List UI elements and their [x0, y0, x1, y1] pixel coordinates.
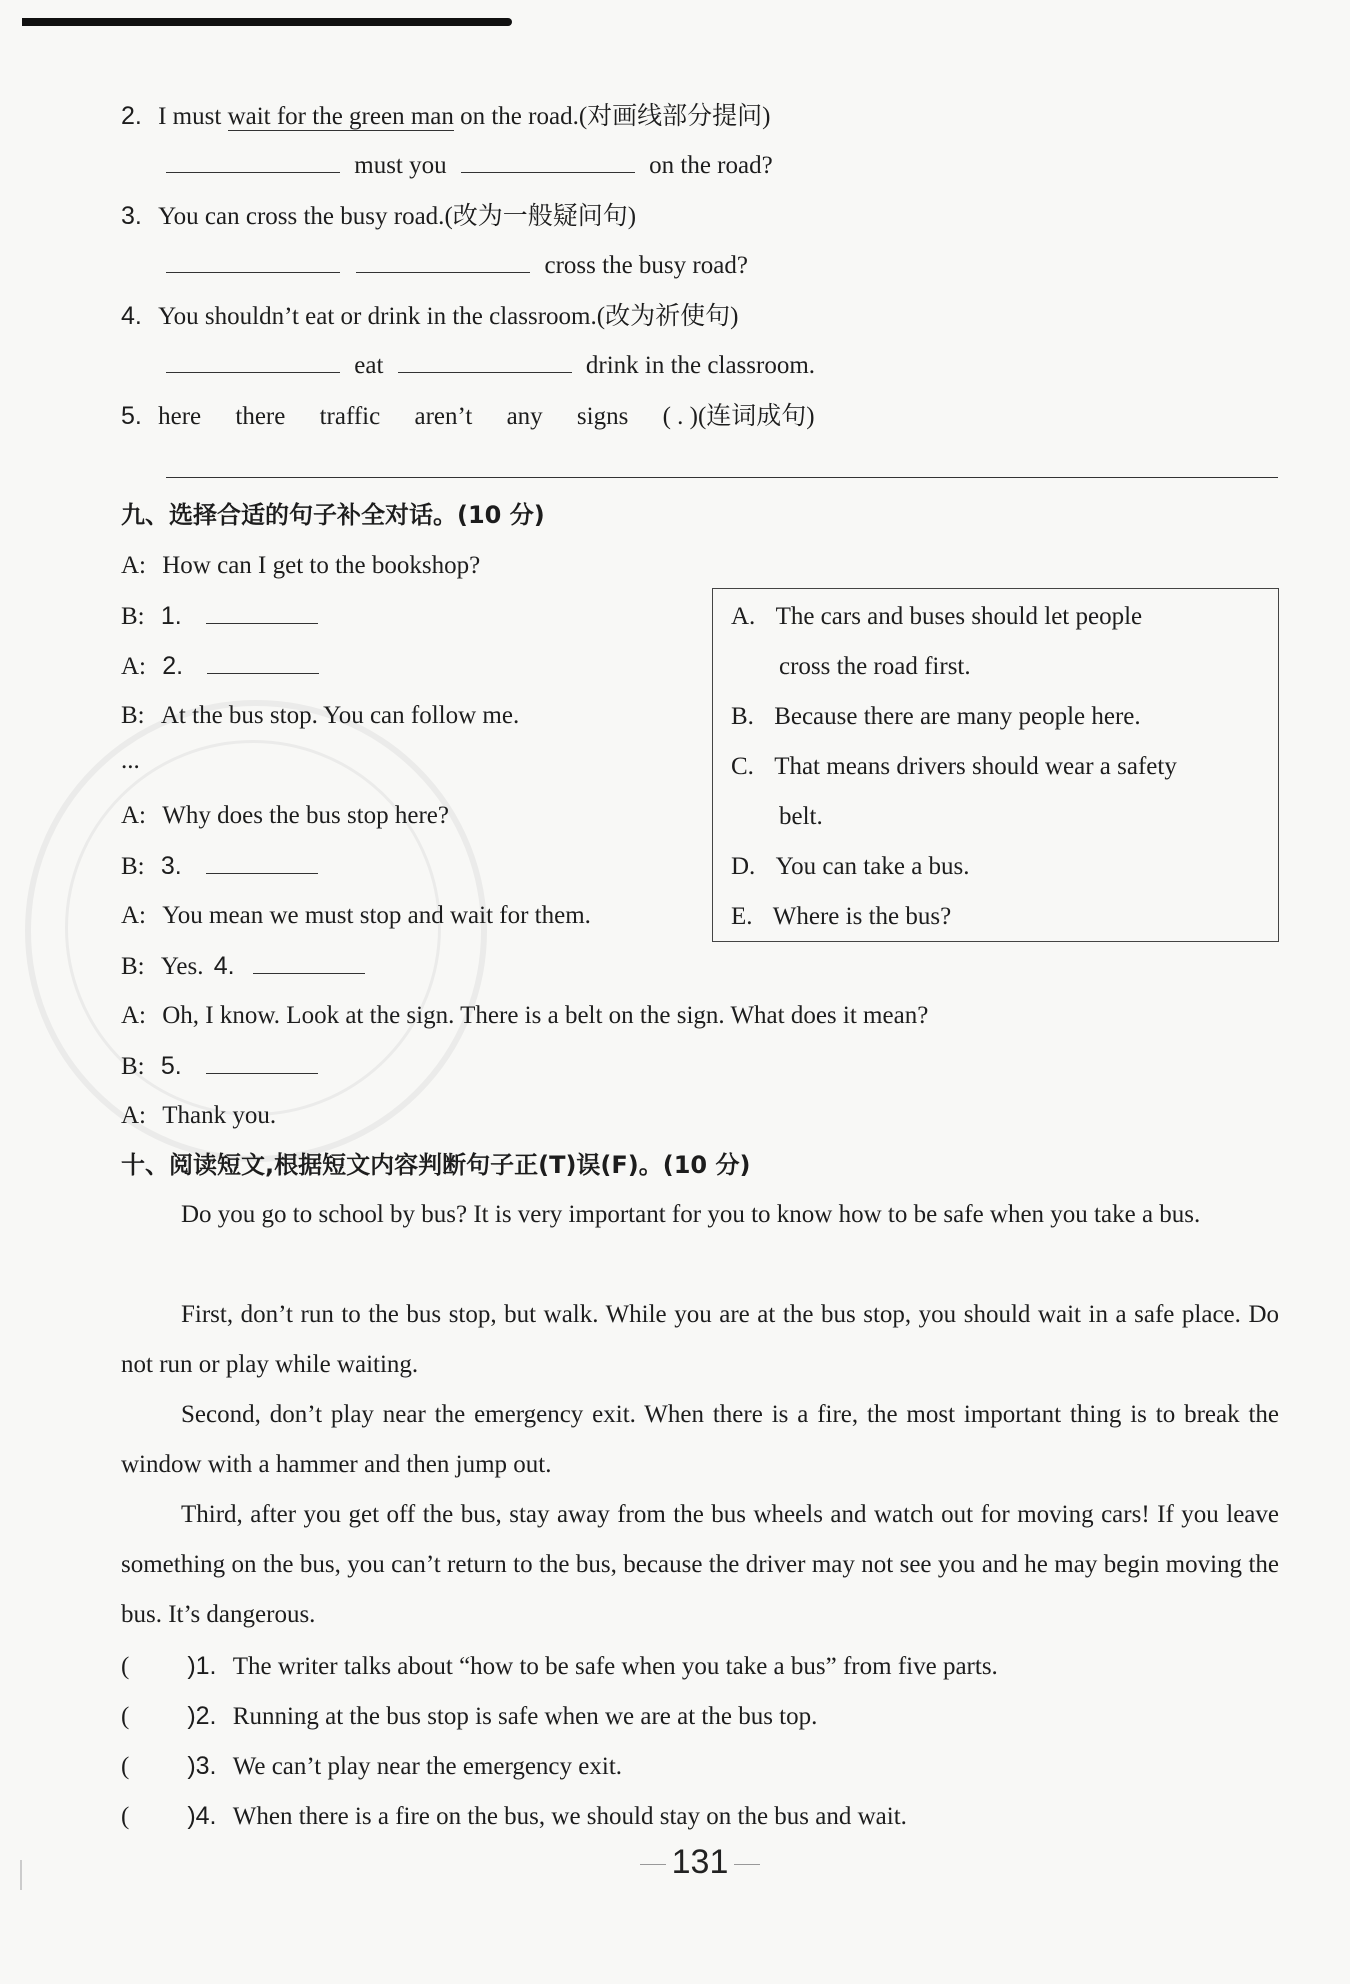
question-text: When there is a fire on the bus, we should stay on the bus and wait.: [232, 1803, 907, 1830]
speaker-label: A:: [121, 653, 146, 680]
q2-answer-mid: must you: [354, 152, 447, 179]
answer-blank[interactable]: [253, 951, 365, 974]
option-label: B.: [731, 703, 754, 730]
dialogue-line: [121, 550, 480, 582]
q3-number: 3.: [121, 202, 142, 230]
passage-paragraph-2: First, don’t run to the bus stop, but walk. While you are at the bus stop, you should wait in a safe place. Do not run or play while waiting.: [121, 1301, 1279, 1378]
answer-blank[interactable]: [166, 250, 340, 273]
question-number: )3.: [187, 1752, 217, 1780]
passage-paragraph-1: Do you go to school by bus? It is very important for you to know how to be safe when you take a bus.: [181, 1201, 1201, 1228]
q5-word: traffic: [319, 403, 381, 430]
option-text: Because there are many people here.: [774, 703, 1141, 730]
q2-underlined-phrase: wait for the green man: [227, 103, 454, 130]
speaker-label: B:: [121, 702, 145, 729]
speaker-label: A:: [121, 802, 146, 829]
dialogue-line: [121, 600, 318, 633]
q2-text-post: on the road.: [453, 103, 579, 130]
page-number-dash-left: [640, 1864, 666, 1865]
q5-answer-line[interactable]: [166, 477, 1278, 478]
option-e: [731, 901, 951, 933]
q5-sentence: [121, 400, 815, 433]
question-text: The writer talks about “how to be safe when you take a bus” from five parts.: [232, 1653, 998, 1680]
q4-answer-end: drink in the classroom.: [585, 352, 816, 379]
blank-number: 3.: [160, 852, 182, 880]
option-text: That means drivers should wear a safety: [774, 753, 1177, 780]
dialogue-line: [121, 1000, 928, 1032]
tf-question-4: [121, 1800, 907, 1833]
speaker-label: A:: [121, 1102, 146, 1129]
dialogue-line: [121, 850, 318, 883]
dialogue-line: [121, 1050, 318, 1083]
dialogue-line: [121, 800, 449, 832]
option-d: [731, 851, 970, 883]
answer-paren[interactable]: (: [121, 1803, 130, 1830]
question-text: Running at the bus stop is safe when we are at the bus top.: [232, 1703, 818, 1730]
dialogue-text: Oh, I know. Look at the sign. There is a belt on the sign. What does it mean?: [162, 1002, 929, 1029]
passage-paragraph-4: Third, after you get off the bus, stay away from the bus wheels and watch out for moving cars! If you leave something on the bus, you can’t return to the bus, because the driver may not see you and he may begin moving the bus. It’s dangerous.: [121, 1501, 1279, 1628]
blank-number: 4.: [213, 952, 235, 980]
page-number-value: 131: [671, 1843, 729, 1881]
speaker-label: A:: [121, 552, 146, 579]
answer-blank[interactable]: [356, 250, 530, 273]
options-box: [712, 588, 1279, 942]
q2-answer-line: [166, 150, 773, 182]
q5-word: ( . ): [662, 403, 698, 430]
question-number: )1.: [187, 1652, 217, 1680]
answer-blank[interactable]: [398, 350, 572, 373]
dialogue-text: Yes.: [160, 953, 204, 980]
q2-text-pre: I must: [158, 103, 228, 130]
dialogue-text: Thank you.: [162, 1102, 277, 1129]
answer-blank[interactable]: [461, 150, 635, 173]
tf-question-2: [121, 1700, 817, 1733]
speaker-label: A:: [121, 902, 146, 929]
option-a: [731, 601, 1142, 633]
speaker-label: B:: [121, 603, 145, 630]
option-c-cont: belt.: [779, 803, 823, 830]
tf-question-3: [121, 1750, 622, 1783]
blank-number: 5.: [160, 1052, 182, 1080]
option-text: You can take a bus.: [775, 853, 970, 880]
answer-blank[interactable]: [206, 1051, 318, 1074]
speaker-label: A:: [121, 1002, 146, 1029]
q4-instruction: (改为祈使句): [596, 303, 739, 330]
question-text: We can’t play near the emergency exit.: [232, 1753, 623, 1780]
q5-instruction: (连词成句): [697, 403, 815, 430]
dialogue-line: [121, 950, 365, 983]
dialogue-line: [121, 900, 591, 932]
question-number: )4.: [187, 1802, 217, 1830]
dialogue-line: [121, 650, 319, 683]
option-b: [731, 701, 1141, 733]
option-text: The cars and buses should let people: [775, 603, 1143, 630]
q5-word: signs: [576, 403, 629, 430]
q4-number: 4.: [121, 302, 142, 330]
q3-sentence: [121, 200, 636, 233]
dialogue-line: [121, 1100, 276, 1132]
q5-word: here: [158, 403, 202, 430]
section10-heading: 十、阅读短文,根据短文内容判断句子正(T)误(F)。(10 分): [121, 1151, 751, 1179]
passage-paragraph-3: Second, don’t play near the emergency exit. When there is a fire, the most important thing is to break the window with a hammer and then jump out.: [121, 1401, 1279, 1478]
q5-word: there: [235, 403, 286, 430]
q3-instruction: (改为一般疑问句): [444, 203, 637, 230]
option-label: E.: [731, 903, 753, 930]
answer-blank[interactable]: [207, 651, 319, 674]
q4-text: You shouldn’t eat or drink in the classroom.: [158, 303, 597, 330]
answer-blank[interactable]: [166, 150, 340, 173]
question-number: )2.: [187, 1702, 217, 1730]
q3-answer-line: [166, 250, 748, 282]
dialogue-text: You mean we must stop and wait for them.: [162, 902, 591, 929]
blank-number: 2.: [162, 652, 184, 680]
q3-text: You can cross the busy road.: [158, 203, 445, 230]
q5-word: aren’t: [414, 403, 473, 430]
option-text: Where is the bus?: [772, 903, 952, 930]
dialogue-line: [121, 700, 519, 732]
q2-instruction: (对画线部分提问): [578, 103, 771, 130]
page-number: [0, 1843, 1350, 1882]
section9-heading: 九、选择合适的句子补全对话。(10 分): [121, 501, 545, 529]
speaker-label: B:: [121, 953, 145, 980]
q4-answer-mid: eat: [354, 352, 384, 379]
answer-paren[interactable]: (: [121, 1653, 130, 1680]
q2-answer-end: on the road?: [649, 152, 773, 179]
dialogue-ellipsis: ...: [121, 747, 140, 774]
dialogue-text: Why does the bus stop here?: [162, 802, 449, 829]
option-label: A.: [731, 603, 756, 630]
dialogue-text: How can I get to the bookshop?: [162, 552, 481, 579]
answer-blank[interactable]: [206, 851, 318, 874]
page-number-dash-right: [734, 1864, 760, 1865]
q2-sentence: [121, 100, 770, 133]
answer-paren[interactable]: (: [121, 1753, 130, 1780]
q5-word: any: [506, 403, 543, 430]
option-label: C.: [731, 753, 754, 780]
answer-blank[interactable]: [166, 350, 340, 373]
blank-number: 1.: [160, 602, 182, 630]
speaker-label: B:: [121, 853, 145, 880]
option-label: D.: [731, 853, 756, 880]
q4-answer-line: [166, 350, 815, 382]
answer-blank[interactable]: [206, 601, 318, 624]
option-a-cont: cross the road first.: [779, 653, 971, 680]
q3-answer-end: cross the busy road?: [544, 252, 748, 279]
q4-sentence: [121, 300, 738, 333]
q2-number: 2.: [121, 102, 142, 130]
answer-paren[interactable]: (: [121, 1703, 130, 1730]
q5-number: 5.: [121, 402, 142, 430]
option-c: [731, 751, 1177, 783]
speaker-label: B:: [121, 1053, 145, 1080]
dialogue-text: At the bus stop. You can follow me.: [160, 702, 520, 729]
tf-question-1: [121, 1650, 998, 1683]
top-decoration-bar: [22, 18, 512, 26]
